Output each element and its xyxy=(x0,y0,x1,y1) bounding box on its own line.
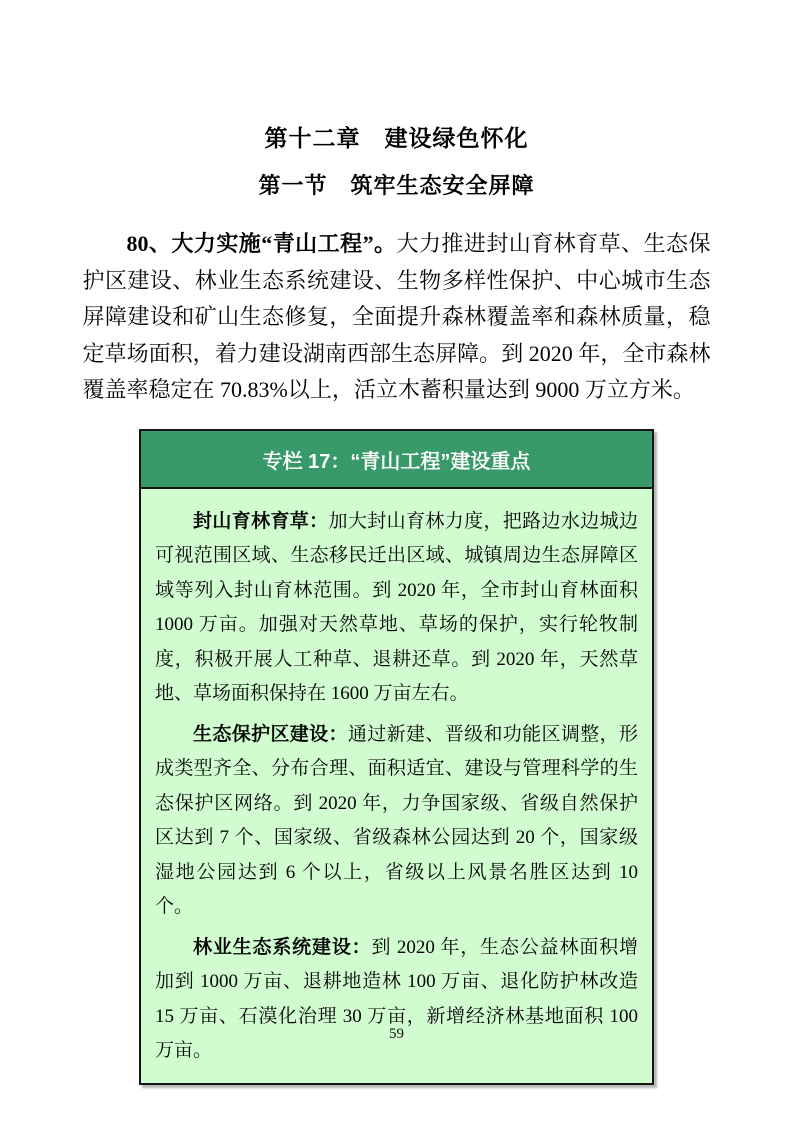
box-paragraph-1-lead: 封山育林育草： xyxy=(193,510,329,532)
box-paragraph-3 xyxy=(155,931,638,1069)
box-paragraph-3-text: 到 2020 年，生态公益林面积增加到 1000 万亩、退耕地造林 100 万亩、退化防护林改造 15 万亩、石漠化治理 30 万亩，新增经济林基地面积 100 万亩。 xyxy=(155,936,638,1061)
box-paragraph-3-lead: 林业生态系统建设： xyxy=(193,936,372,958)
callout-box-body xyxy=(141,489,652,1083)
box-paragraph-2 xyxy=(155,718,638,925)
box-paragraph-2-lead: 生态保护区建设： xyxy=(193,723,348,745)
box-paragraph-1-text: 加大封山育林力度，把路边水边城边可视范围区域、生态移民迁出区域、城镇周边生态屏障区域等列入封山育林范围。到 2020 年，全市封山育林面积 1000 万亩。加强对天然草地、草场的保护，实行轮牧制度，积极开展人工种草、退耕还草。到 2020 年，天然草地、草场面积保持在 1600 万亩左右。 xyxy=(155,510,638,704)
page-number: 59 xyxy=(389,1026,404,1042)
box-paragraph-1 xyxy=(155,505,638,712)
callout-box-title: 专栏 17：“青山工程”建设重点 xyxy=(141,431,652,489)
chapter-title: 第十二章 建设绿色怀化 xyxy=(264,125,529,151)
box-paragraph-2-text: 通过新建、晋级和功能区调整，形成类型齐全、分布合理、面积适宜、建设与管理科学的生态保护区网络。到 2020 年，力争国家级、省级自然保护区达到 7 个、国家级、省级森林公园达到 20 个，国家级湿地公园达到 6 个以上，省级以上风景名胜区达到 10 个。 xyxy=(155,723,638,917)
section-title: 第一节 筑牢生态安全屏障 xyxy=(258,173,535,198)
body-paragraph-text: 大力推进封山育林育草、生态保护区建设、林业生态系统建设、生物多样性保护、中心城市生态屏障建设和矿山生态修复，全面提升森林覆盖率和森林质量，稳定草场面积，着力建设湖南西部生态屏障。到 2020 年，全市森林覆盖率稳定在 70.83%以上，活立木蓄积量达到 9000 万立方米。 xyxy=(82,231,711,402)
body-paragraph xyxy=(83,226,711,409)
callout-box xyxy=(139,429,654,1085)
body-paragraph-lead: 80、大力实施“青山工程”。 xyxy=(126,231,397,256)
